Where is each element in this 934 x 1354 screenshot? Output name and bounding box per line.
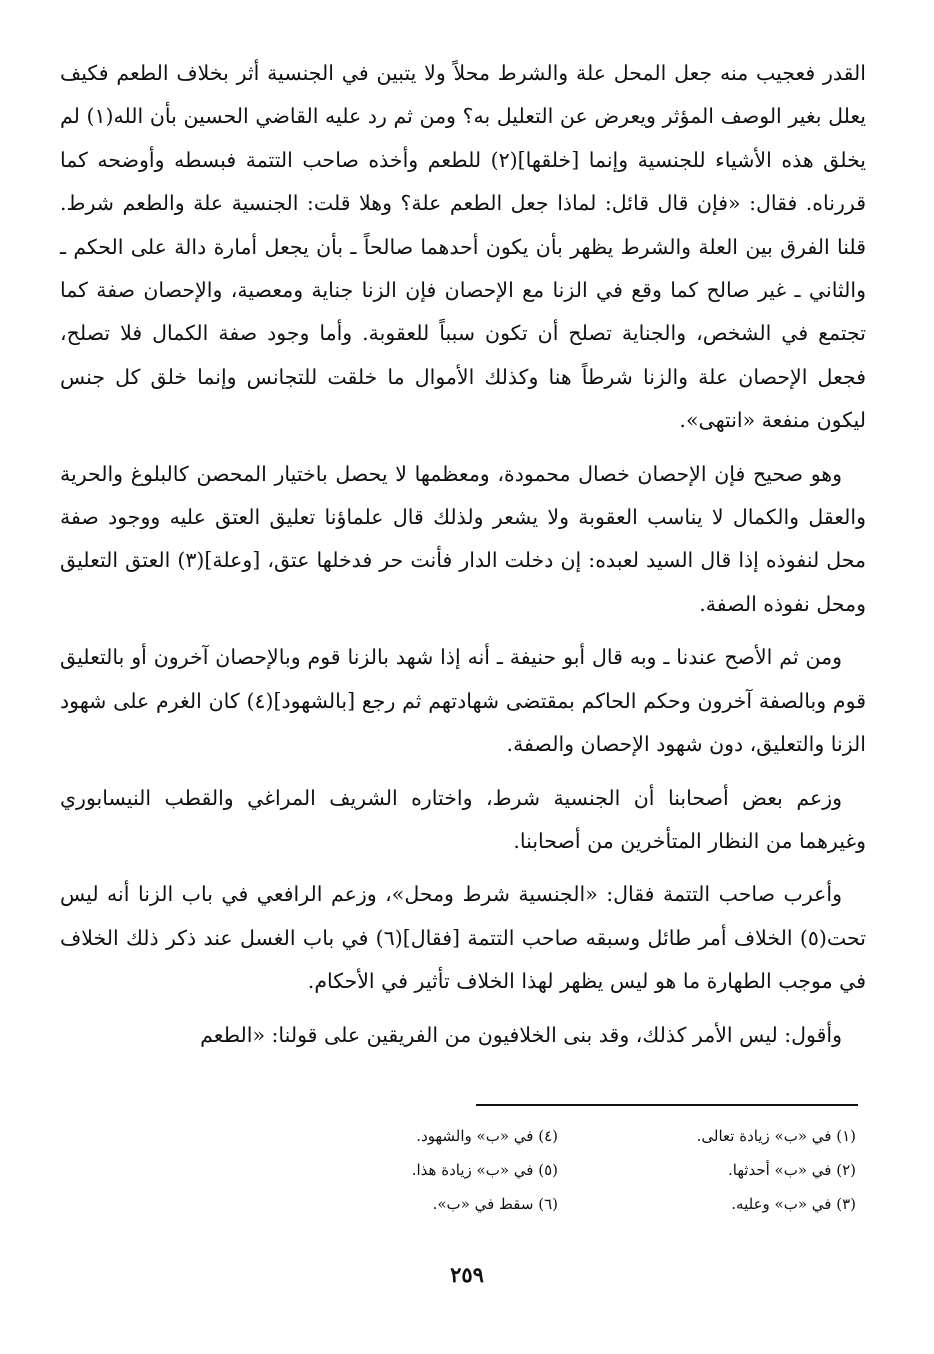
paragraph-4: وزعم بعض أصحابنا أن الجنسية شرط، واختاره الشريف المراغي والقطب النيسابوري وغيرهما من النظار المتأخرين من أصحابنا. (60, 785, 866, 853)
footnote-divider (476, 1104, 858, 1106)
footnote-3: (٣) في «ب» وعليه. (731, 1195, 856, 1213)
footnote-6: (٦) سقط في «ب». (432, 1195, 558, 1213)
footnote-4: (٤) في «ب» والشهود. (416, 1127, 558, 1145)
footnote-1: (١) في «ب» زيادة تعالى. (696, 1127, 856, 1145)
page-number: ٢٥٩ (450, 1262, 484, 1287)
page-body (60, 52, 866, 1067)
footnotes (300, 1119, 856, 1221)
paragraph-2: وهو صحيح فإن الإحصان خصال محمودة، ومعظمها لا يحصل باختيار المحصن كالبلوغ والحرية والعقل والكمال لا يناسب العقوبة ولا يشعر ولذلك قال علماؤنا تعليق العتق عليه ووجود صفة محل لنفوذه إذا قال السيد لعبده: إن دخلت الدار فأنت حر فدخلها عتق، [وعلة](٣) العتق التعليق ومحل نفوذه الصفة. (60, 461, 866, 616)
paragraph-5: وأعرب صاحب التتمة فقال: «الجنسية شرط ومحل»، وزعم الرافعي في باب الزنا أنه ليس تحت(٥) الخلاف أمر طائل وسبقه صاحب التتمة [فقال](٦) في باب الغسل عند ذكر ذلك الخلاف في موجب الطهارة ما هو ليس يظهر لهذا الخلاف تأثير في الأحكام. (60, 882, 866, 994)
paragraph-6: وأقول: ليس الأمر كذلك، وقد بنى الخلافيون من الفريقين على قولنا: «الطعم (200, 1022, 842, 1047)
paragraph-3: ومن ثم الأصح عندنا ـ وبه قال أبو حنيفة ـ أنه إذا شهد بالزنا قوم وبالإحصان آخرون أو بالتعليق قوم وبالصفة آخرون وحكم الحاكم بمقتضى شهادتهم ثم رجع [بالشهود](٤) كان الغرم على شهود الزنا والتعليق، دون شهود الإحصان والصفة. (60, 645, 866, 757)
footnote-2: (٢) في «ب» أحدثها. (728, 1161, 856, 1179)
footnote-5: (٥) في «ب» زيادة هذا. (411, 1161, 558, 1179)
paragraph-1: القدر فعجيب منه جعل المحل علة والشرط محلاً ولا يتبين في الجنسية أثر بخلاف الطعم فكيف يعلل بغير الوصف المؤثر ويعرض عن التعليل به؟ ومن ثم رد عليه القاضي الحسين بأن الله(١) لم يخلق هذه الأشياء للجنسية وإنما [خلقها](٢) للطعم وأخذه صاحب التتمة فبسطه وأوضحه كما قررناه. فقال: «فإن قال قائل: لماذا جعل الطعم علة؟ وهلا قلت: الجنسية علة والطعم شرط. قلنا الفرق بين العلة والشرط يظهر بأن يكون أحدهما صالحاً ـ بأن يجعل أمارة دالة على الحكم ـ والثاني ـ غير صالح كما وقع في الزنا مع الإحصان فإن الزنا جناية ومعصية، والإحصان صفة كما تجتمع في الشخص، والجناية تصلح أن تكون سبباً للعقوبة. وأما وجود صفة الكمال فلا تصلح، فجعل الإحصان علة والزنا شرطاً هنا وكذلك الأموال ما خلقت للتجانس وإنما خلق كل جنس ليكون منفعة «انتهى». (60, 61, 867, 433)
